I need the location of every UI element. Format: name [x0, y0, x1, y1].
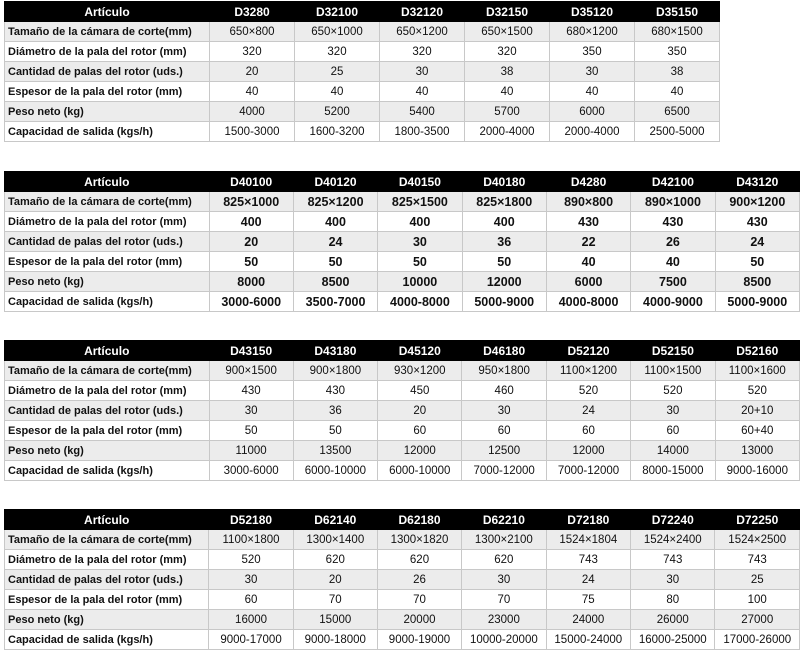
table-cell: 40	[550, 82, 635, 102]
table-cell: 5400	[380, 102, 465, 122]
table-row	[5, 252, 800, 272]
table-cell: 6000	[546, 272, 630, 292]
column-header-model: D72180	[546, 510, 630, 530]
table-cell: 650×1000	[295, 22, 380, 42]
table-cell: 1100×1200	[546, 361, 630, 381]
table-cell: 80	[631, 590, 715, 610]
table-cell: 890×1000	[631, 192, 715, 212]
table-row	[5, 62, 720, 82]
table-row	[5, 102, 720, 122]
table-cell: 24	[546, 401, 630, 421]
table-cell: 900×1800	[293, 361, 377, 381]
table-cell: 5000-9000	[715, 292, 799, 312]
column-header-model: D43150	[209, 341, 293, 361]
column-header-item: Artículo	[5, 510, 209, 530]
table-row	[5, 272, 800, 292]
table-row	[5, 461, 800, 481]
table-cell: 400	[462, 212, 546, 232]
row-label: Cantidad de palas del rotor (uds.)	[5, 401, 210, 421]
column-header-model: D43120	[715, 172, 799, 192]
table-cell: 1600-3200	[295, 122, 380, 142]
table-cell: 50	[209, 421, 293, 441]
table-cell: 2000-4000	[465, 122, 550, 142]
table-cell: 1500-3000	[210, 122, 295, 142]
table-cell: 60	[209, 590, 293, 610]
table-cell: 350	[550, 42, 635, 62]
table-cell: 8000-15000	[631, 461, 715, 481]
table-cell: 620	[377, 550, 461, 570]
row-label: Cantidad de palas del rotor (uds.)	[5, 62, 210, 82]
table-cell: 3000-6000	[209, 292, 293, 312]
table-row	[5, 361, 800, 381]
table-row	[5, 441, 800, 461]
row-label: Peso neto (kg)	[5, 441, 210, 461]
table-cell: 430	[546, 212, 630, 232]
table-cell: 650×1200	[380, 22, 465, 42]
table-cell: 743	[631, 550, 715, 570]
table-cell: 75	[546, 590, 630, 610]
table-cell: 6500	[635, 102, 720, 122]
table-header-row	[5, 2, 720, 22]
table-cell: 12000	[462, 272, 546, 292]
table-cell: 60	[631, 421, 715, 441]
table-cell: 520	[715, 381, 799, 401]
table-cell: 30	[380, 62, 465, 82]
table-cell: 430	[715, 212, 799, 232]
table-cell: 650×800	[210, 22, 295, 42]
column-header-model: D4280	[546, 172, 630, 192]
table-cell: 60+40	[715, 421, 799, 441]
table-cell: 5200	[295, 102, 380, 122]
table-cell: 825×1000	[209, 192, 293, 212]
table-cell: 9000-18000	[293, 630, 377, 650]
column-header-model: D32120	[380, 2, 465, 22]
table-cell: 15000-24000	[546, 630, 630, 650]
column-header-model: D42100	[631, 172, 715, 192]
table-row	[5, 232, 800, 252]
table-cell: 20	[209, 232, 293, 252]
table-cell: 400	[293, 212, 377, 232]
table-cell: 930×1200	[378, 361, 462, 381]
table-cell: 11000	[209, 441, 293, 461]
table-cell: 30	[378, 232, 462, 252]
row-label: Tamaño de la cámara de corte(mm)	[5, 22, 210, 42]
row-label: Diámetro de la pala del rotor (mm)	[5, 212, 210, 232]
table-cell: 12500	[462, 441, 546, 461]
table-cell: 25	[715, 570, 800, 590]
table-cell: 50	[293, 421, 377, 441]
table-cell: 38	[635, 62, 720, 82]
table-row	[5, 401, 800, 421]
table-cell: 40	[465, 82, 550, 102]
table-cell: 22	[546, 232, 630, 252]
table-cell: 40	[210, 82, 295, 102]
table-cell: 7500	[631, 272, 715, 292]
spec-table-2	[4, 171, 800, 312]
table-cell: 27000	[715, 610, 800, 630]
table-cell: 50	[209, 252, 293, 272]
column-header-model: D35150	[635, 2, 720, 22]
table-cell: 430	[631, 212, 715, 232]
table-cell: 26000	[631, 610, 715, 630]
table-cell: 1300×1820	[377, 530, 461, 550]
table-cell: 10000-20000	[462, 630, 546, 650]
table-cell: 5700	[465, 102, 550, 122]
table-cell: 320	[380, 42, 465, 62]
table-cell: 24	[715, 232, 799, 252]
table-header-row	[5, 341, 800, 361]
table-header-row	[5, 510, 800, 530]
table-cell: 8000	[209, 272, 293, 292]
column-header-model: D45120	[378, 341, 462, 361]
table-cell: 36	[462, 232, 546, 252]
table-cell: 60	[546, 421, 630, 441]
table-cell: 400	[209, 212, 293, 232]
table-cell: 1524×2500	[715, 530, 800, 550]
row-label: Peso neto (kg)	[5, 272, 210, 292]
table-cell: 1800-3500	[380, 122, 465, 142]
table-cell: 320	[465, 42, 550, 62]
table-row	[5, 22, 720, 42]
table-row	[5, 381, 800, 401]
table-cell: 30	[550, 62, 635, 82]
row-label: Peso neto (kg)	[5, 610, 209, 630]
column-header-model: D3280	[210, 2, 295, 22]
row-label: Diámetro de la pala del rotor (mm)	[5, 42, 210, 62]
column-header-model: D35120	[550, 2, 635, 22]
table-cell: 40	[546, 252, 630, 272]
column-header-model: D43180	[293, 341, 377, 361]
table-cell: 14000	[631, 441, 715, 461]
row-label: Tamaño de la cámara de corte(mm)	[5, 530, 209, 550]
column-header-model: D52150	[631, 341, 715, 361]
table-cell: 5000-9000	[462, 292, 546, 312]
table-cell: 950×1800	[462, 361, 546, 381]
row-label: Tamaño de la cámara de corte(mm)	[5, 192, 210, 212]
table-cell: 16000-25000	[631, 630, 715, 650]
table-cell: 460	[462, 381, 546, 401]
table-cell: 2000-4000	[550, 122, 635, 142]
column-header-model: D52120	[546, 341, 630, 361]
table-cell: 520	[546, 381, 630, 401]
table-cell: 12000	[546, 441, 630, 461]
column-header-model: D40150	[378, 172, 462, 192]
table-cell: 30	[631, 401, 715, 421]
column-header-model: D72250	[715, 510, 800, 530]
table-cell: 1524×1804	[546, 530, 630, 550]
table-cell: 40	[631, 252, 715, 272]
table-cell: 9000-17000	[209, 630, 293, 650]
table-cell: 10000	[378, 272, 462, 292]
table-cell: 23000	[462, 610, 546, 630]
table-cell: 430	[293, 381, 377, 401]
column-header-model: D62210	[462, 510, 546, 530]
table-row	[5, 212, 800, 232]
table-cell: 12000	[378, 441, 462, 461]
table-cell: 9000-19000	[377, 630, 461, 650]
table-cell: 36	[293, 401, 377, 421]
table-cell: 520	[631, 381, 715, 401]
table-cell: 20+10	[715, 401, 799, 421]
row-label: Espesor de la pala del rotor (mm)	[5, 252, 210, 272]
column-header-model: D62180	[377, 510, 461, 530]
table-cell: 680×1200	[550, 22, 635, 42]
table-cell: 20	[210, 62, 295, 82]
table-cell: 620	[293, 550, 377, 570]
table-cell: 520	[209, 550, 293, 570]
table-cell: 320	[210, 42, 295, 62]
table-cell: 2500-5000	[635, 122, 720, 142]
table-cell: 20000	[377, 610, 461, 630]
table-cell: 16000	[209, 610, 293, 630]
table-cell: 1100×1800	[209, 530, 293, 550]
table-cell: 70	[377, 590, 461, 610]
table-cell: 30	[462, 570, 546, 590]
row-label: Espesor de la pala del rotor (mm)	[5, 590, 209, 610]
row-label: Capacidad de salida (kgs/h)	[5, 630, 209, 650]
table-cell: 825×1800	[462, 192, 546, 212]
table-row	[5, 192, 800, 212]
column-header-model: D32150	[465, 2, 550, 22]
table-cell: 4000-9000	[631, 292, 715, 312]
table-cell: 1300×1400	[293, 530, 377, 550]
column-header-model: D46180	[462, 341, 546, 361]
table-cell: 50	[462, 252, 546, 272]
table-cell: 4000-8000	[378, 292, 462, 312]
spec-table-3	[4, 340, 800, 481]
table-cell: 430	[209, 381, 293, 401]
row-label: Capacidad de salida (kgs/h)	[5, 461, 210, 481]
row-label: Cantidad de palas del rotor (uds.)	[5, 570, 209, 590]
column-header-model: D52160	[715, 341, 799, 361]
table-cell: 20	[293, 570, 377, 590]
table-cell: 890×800	[546, 192, 630, 212]
row-label: Diámetro de la pala del rotor (mm)	[5, 550, 209, 570]
table-cell: 8500	[293, 272, 377, 292]
table-cell: 13000	[715, 441, 799, 461]
table-cell: 400	[378, 212, 462, 232]
table-cell: 50	[715, 252, 799, 272]
table-cell: 30	[631, 570, 715, 590]
table-cell: 13500	[293, 441, 377, 461]
column-header-model: D32100	[295, 2, 380, 22]
table-row	[5, 570, 800, 590]
row-label: Espesor de la pala del rotor (mm)	[5, 82, 210, 102]
column-header-item: Artículo	[5, 172, 210, 192]
table-row	[5, 421, 800, 441]
column-header-model: D72240	[631, 510, 715, 530]
table-header-row	[5, 172, 800, 192]
table-cell: 6000-10000	[293, 461, 377, 481]
table-cell: 320	[295, 42, 380, 62]
row-label: Capacidad de salida (kgs/h)	[5, 122, 210, 142]
table-cell: 40	[295, 82, 380, 102]
table-cell: 50	[293, 252, 377, 272]
table-cell: 40	[635, 82, 720, 102]
table-cell: 60	[378, 421, 462, 441]
table-cell: 26	[631, 232, 715, 252]
table-cell: 60	[462, 421, 546, 441]
table-row	[5, 292, 800, 312]
table-cell: 900×1500	[209, 361, 293, 381]
table-cell: 825×1200	[293, 192, 377, 212]
table-row	[5, 82, 720, 102]
row-label: Capacidad de salida (kgs/h)	[5, 292, 210, 312]
table-cell: 30	[462, 401, 546, 421]
column-header-model: D40180	[462, 172, 546, 192]
table-cell: 825×1500	[378, 192, 462, 212]
table-cell: 743	[546, 550, 630, 570]
table-row	[5, 590, 800, 610]
row-label: Cantidad de palas del rotor (uds.)	[5, 232, 210, 252]
table-cell: 17000-26000	[715, 630, 800, 650]
table-cell: 20	[378, 401, 462, 421]
table-cell: 24	[293, 232, 377, 252]
column-header-item: Artículo	[5, 2, 210, 22]
table-cell: 7000-12000	[462, 461, 546, 481]
table-cell: 650×1500	[465, 22, 550, 42]
table-cell: 7000-12000	[546, 461, 630, 481]
table-cell: 1100×1600	[715, 361, 799, 381]
row-label: Espesor de la pala del rotor (mm)	[5, 421, 210, 441]
table-row	[5, 550, 800, 570]
row-label: Diámetro de la pala del rotor (mm)	[5, 381, 210, 401]
table-cell: 30	[209, 570, 293, 590]
table-cell: 1100×1500	[631, 361, 715, 381]
table-cell: 30	[209, 401, 293, 421]
column-header-model: D40120	[293, 172, 377, 192]
table-cell: 24000	[546, 610, 630, 630]
table-cell: 38	[465, 62, 550, 82]
table-cell: 4000	[210, 102, 295, 122]
table-cell: 450	[378, 381, 462, 401]
table-row	[5, 630, 800, 650]
table-cell: 743	[715, 550, 800, 570]
table-cell: 100	[715, 590, 800, 610]
table-row	[5, 122, 720, 142]
table-cell: 26	[377, 570, 461, 590]
table-cell: 24	[546, 570, 630, 590]
table-cell: 680×1500	[635, 22, 720, 42]
table-cell: 900×1200	[715, 192, 799, 212]
table-cell: 1300×2100	[462, 530, 546, 550]
table-cell: 6000-10000	[378, 461, 462, 481]
spec-table-1	[4, 1, 720, 142]
column-header-model: D62140	[293, 510, 377, 530]
table-cell: 15000	[293, 610, 377, 630]
table-cell: 3000-6000	[209, 461, 293, 481]
column-header-model: D40100	[209, 172, 293, 192]
table-cell: 3500-7000	[293, 292, 377, 312]
table-cell: 4000-8000	[546, 292, 630, 312]
table-cell: 620	[462, 550, 546, 570]
table-cell: 70	[462, 590, 546, 610]
table-cell: 9000-16000	[715, 461, 799, 481]
column-header-model: D52180	[209, 510, 293, 530]
table-row	[5, 610, 800, 630]
table-cell: 50	[378, 252, 462, 272]
table-cell: 6000	[550, 102, 635, 122]
table-cell: 1524×2400	[631, 530, 715, 550]
row-label: Tamaño de la cámara de corte(mm)	[5, 361, 210, 381]
table-row	[5, 530, 800, 550]
table-cell: 8500	[715, 272, 799, 292]
table-cell: 350	[635, 42, 720, 62]
table-cell: 70	[293, 590, 377, 610]
table-cell: 40	[380, 82, 465, 102]
spec-table-4	[4, 509, 800, 650]
column-header-item: Artículo	[5, 341, 210, 361]
table-cell: 25	[295, 62, 380, 82]
row-label: Peso neto (kg)	[5, 102, 210, 122]
table-row	[5, 42, 720, 62]
